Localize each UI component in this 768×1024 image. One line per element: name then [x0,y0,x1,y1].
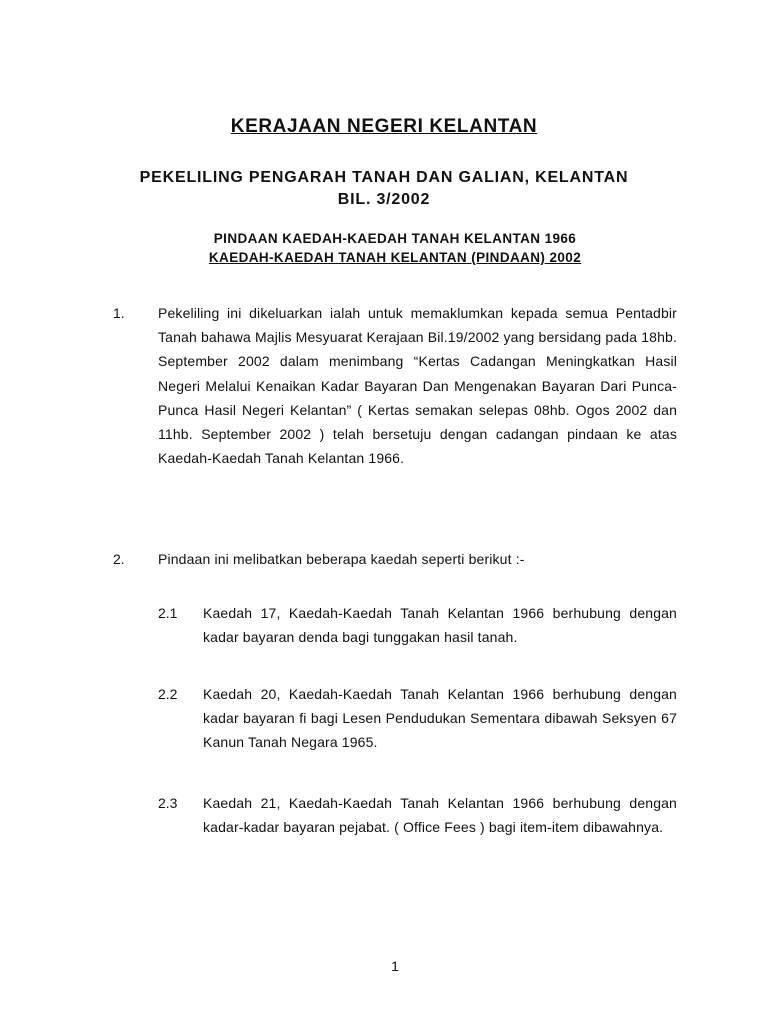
subparagraph-number: 2.1 [158,605,178,621]
page-number: 1 [391,958,399,974]
subparagraph-number: 2.2 [158,686,178,702]
circular-heading [0,167,768,211]
subparagraph-text: Kaedah 20, Kaedah-Kaedah Tanah Kelantan 1966 berhubung dengan kadar bayaran fi bagi Lesen Pendudukan Sementara dibawah Seksyen 67 Kanun Tanah Negara 1965. [203,686,677,751]
paragraph-text: Pekeliling ini dikeluarkan ialah untuk memaklumkan kepada semua Pentadbir Tanah bahawa Majlis Mesyuarat Kerajaan Bil.19/2002 yang bersidang pada 18hb. September 2002 dalam menimbang “Kertas Cadangan Meningkatkan Hasil Negeri Melalui Kenaikan Kadar Bayaran Dan Mengenakan Bayaran Dari Punca-Punca Hasil Negeri Kelantan” ( Kertas semakan selepas 08hb. Ogos 2002 dan 11hb. September 2002 ) telah bersetuju dengan cadangan pindaan ke atas Kaedah-Kaedah Tanah Kelantan 1966. [158,305,677,467]
paragraph-text: Pindaan ini melibatkan beberapa kaedah seperti berikut :- [158,551,525,567]
subparagraph-text: Kaedah 21, Kaedah-Kaedah Tanah Kelantan 1966 berhubung dengan kadar-kadar bayaran pejabat. ( Office Fees ) bagi item-item dibawahnya. [203,795,677,836]
amendment-subtitle: KAEDAH-KAEDAH TANAH KELANTAN (PINDAAN) 2002 [208,250,582,265]
paragraph-number: 1. [113,305,125,321]
circular-number: BIL. 3/2002 [337,191,431,208]
amendment-heading [0,229,768,267]
amendment-title: PINDAAN KAEDAH-KAEDAH TANAH KELANTAN 1966 [213,231,577,246]
paragraph-number: 2. [113,551,125,567]
circular-title: PEKELILING PENGARAH TANAH DAN GALIAN, KELANTAN [139,169,629,186]
subparagraph-text: Kaedah 17, Kaedah-Kaedah Tanah Kelantan 1966 berhubung dengan kadar bayaran denda bagi tunggakan hasil tanah. [203,605,677,646]
document-title: KERAJAAN NEGERI KELANTAN [230,116,538,137]
subparagraph-number: 2.3 [158,795,178,811]
